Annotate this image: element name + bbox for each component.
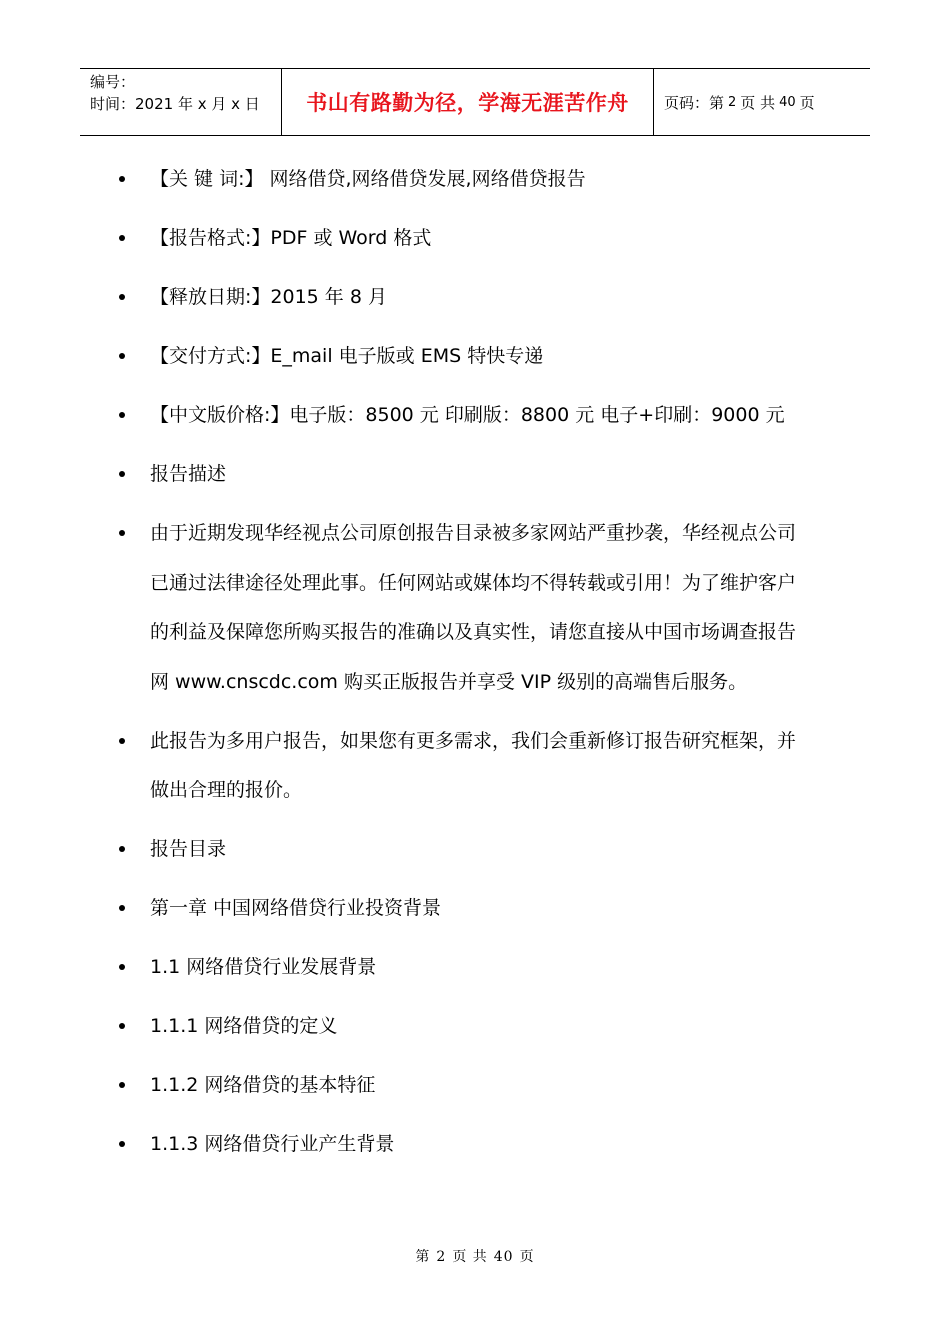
list-item xyxy=(0,214,950,264)
header-page-prefix: 页码：第 xyxy=(664,93,725,112)
bullet-icon xyxy=(119,412,125,418)
header-page-mid: 页 共 xyxy=(740,93,776,112)
list-item xyxy=(0,509,950,707)
footer-mid: 页 共 xyxy=(452,1249,488,1265)
bullet-icon xyxy=(119,1082,125,1088)
footer-prefix: 第 xyxy=(415,1249,431,1265)
list-item xyxy=(0,450,950,500)
list-item xyxy=(0,1002,950,1052)
footer-suffix: 页 xyxy=(519,1249,535,1265)
list-item-text: 此报告为多用户报告，如果您有更多需求，我们会重新修订报告研究框架，并做出合理的报价。 xyxy=(150,729,797,801)
bullet-icon xyxy=(119,905,125,911)
list-item xyxy=(0,884,950,934)
header-page-current: 2 xyxy=(728,94,737,110)
footer-page-total: 40 xyxy=(493,1249,514,1265)
list-item-text: 【释放日期:】2015 年 8 月 xyxy=(150,286,387,308)
list-item-text: 1.1.3 网络借贷行业产生背景 xyxy=(150,1133,395,1155)
list-item-text: 报告描述 xyxy=(150,463,227,485)
list-item-text: 【关 键 词:】 网络借贷,网络借贷发展,网络借贷报告 xyxy=(150,168,586,190)
bullet-icon xyxy=(119,1141,125,1147)
document-time-label: 时间：2021 年 x 月 x 日 xyxy=(90,95,260,113)
list-item xyxy=(0,332,950,382)
header-page-suffix: 页 xyxy=(799,93,815,112)
bullet-icon xyxy=(119,738,125,744)
list-item-text: 由于近期发现华经视点公司原创报告目录被多家网站严重抄袭，华经视点公司已通过法律途径处理此事。任何网站或媒体均不得转载或引用！为了维护客户的利益及保障您所购买报告的准确以及真实性，请您直接从中国市场调查报告网 www.cnscdc.com 购买正版报告并享受 VIP 级别的高端售后服务。 xyxy=(150,522,797,693)
header-page-info xyxy=(654,69,870,135)
document-number-label: 编号： xyxy=(90,73,136,91)
header-motto: 书山有路勤为径，学海无涯苦作舟 xyxy=(282,69,654,135)
bullet-icon xyxy=(119,294,125,300)
bullet-icon xyxy=(119,176,125,182)
bullet-icon xyxy=(119,471,125,477)
page-footer xyxy=(0,1246,950,1266)
list-item xyxy=(0,1120,950,1170)
list-item xyxy=(0,155,950,205)
document-body xyxy=(0,155,950,1179)
footer-page-current: 2 xyxy=(436,1249,447,1265)
list-item xyxy=(0,717,950,816)
list-item-text: 1.1 网络借贷行业发展背景 xyxy=(150,956,377,978)
bullet-icon xyxy=(119,964,125,970)
list-item-text: 报告目录 xyxy=(150,838,227,860)
list-item xyxy=(0,1061,950,1111)
list-item-text: 1.1.1 网络借贷的定义 xyxy=(150,1015,338,1037)
header-page-total: 40 xyxy=(779,94,796,110)
list-item xyxy=(0,391,950,441)
list-item-text: 1.1.2 网络借贷的基本特征 xyxy=(150,1074,376,1096)
list-item-text: 【报告格式:】PDF 或 Word 格式 xyxy=(150,227,432,249)
page-header xyxy=(80,68,870,136)
list-item-text: 【交付方式:】E_mail 电子版或 EMS 特快专递 xyxy=(150,345,544,367)
list-item xyxy=(0,273,950,323)
bullet-icon xyxy=(119,235,125,241)
bullet-icon xyxy=(119,353,125,359)
bullet-icon xyxy=(119,846,125,852)
bullet-icon xyxy=(119,530,125,536)
list-item xyxy=(0,825,950,875)
list-item-text: 第一章 中国网络借贷行业投资背景 xyxy=(150,897,442,919)
list-item xyxy=(0,943,950,993)
header-meta xyxy=(80,69,282,135)
bullet-icon xyxy=(119,1023,125,1029)
list-item-text: 【中文版价格:】电子版：8500 元 印刷版：8800 元 电子+印刷：9000 元 xyxy=(150,404,785,426)
